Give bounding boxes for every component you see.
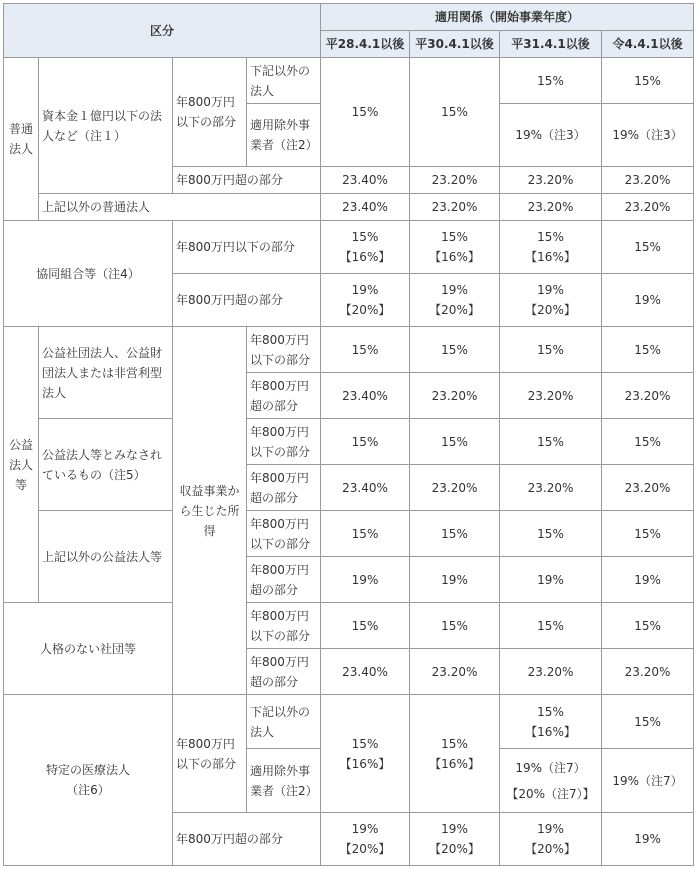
label-excluded: 適用除外事業者（注2） [247,749,321,813]
rate-cell: 15% [602,221,694,274]
rate-bracket: 【16%】 [339,756,391,771]
rate-bracket: 【20%】 [525,303,576,317]
header-period-h30: 平30.4.1以後 [410,31,500,58]
rate-cell: 15% [500,511,602,557]
rate-cell: 15% [500,603,602,649]
rate-cell: 19%（注7） [602,749,694,813]
group-other-futsu: 上記以外の普通法人 [39,194,321,221]
rate-cell: 19%（注3） [602,104,694,167]
label-under800-split: 年800万円 以下の部分 [247,511,321,557]
rate-cell-dual [410,274,500,327]
rate-cell-dual [321,813,410,866]
rate-bracket: 【20%】 [339,303,391,317]
rate-bracket: 【20%】 [429,842,480,856]
rate-cell: 15% [500,419,602,465]
rate-cell: 23.20% [602,167,694,194]
rate-cell: 23.40% [321,373,410,419]
rate-cell: 19% [602,274,694,327]
rate-cell-dual [410,221,500,274]
rate-cell: 19% [500,557,602,603]
rate-cell-dual [321,695,410,813]
label-over800: 年800万円超の部分 [173,167,321,194]
group-minasu: 公益法人等とみなされているもの（注5） [39,419,173,511]
rate-cell: 15% [410,419,500,465]
header-tekiyo: 適用関係（開始事業年度） [321,4,694,31]
rate-cell: 19%（注3） [500,104,602,167]
rate-cell-dual [410,695,500,813]
rate-cell-dual [321,274,410,327]
rate-cell: 23.20% [602,465,694,511]
rate-cell: 15% [602,511,694,557]
rate-cell: 23.20% [410,194,500,221]
rate-cell: 23.20% [602,373,694,419]
rate-value: 19% [351,822,379,836]
label-over800-split: 年800万円 超の部分 [247,649,321,695]
rate-cell: 23.20% [500,373,602,419]
rate-cell-dual [410,813,500,866]
rate-cell: 23.40% [321,167,410,194]
rate-cell: 23.40% [321,649,410,695]
rate-cell: 15% [410,327,500,373]
group-capital: 資本金１億円以下の法人など（注１） [39,58,173,194]
rate-cell: 23.20% [410,649,500,695]
rate-value: 19%（注7） [515,760,586,775]
label-under800-split: 年800万円 以下の部分 [247,419,321,465]
label-under800: 年800万円以下の部分 [173,695,247,813]
rate-value: 19% [441,283,468,297]
rate-cell-dual [500,749,602,813]
rate-cell: 15% [500,58,602,104]
rate-value: 15% [351,230,379,244]
group-other-koeki: 上記以外の公益法人等 [39,511,173,603]
rate-bracket: 【16%】 [339,250,391,264]
label-under800: 年800万円以下の部分 [173,221,321,274]
rate-cell: 15% [410,511,500,557]
group-koeki: 公益法人等 [4,327,39,603]
rate-cell: 23.20% [410,465,500,511]
rate-value: 19% [441,822,468,836]
group-kyodo: 協同組合等（注4） [4,221,173,327]
rate-bracket: 【16%】 [525,250,576,264]
rate-cell: 15% [410,603,500,649]
rate-cell: 23.20% [500,167,602,194]
rate-value: 19% [537,283,564,297]
rate-cell: 15% [602,327,694,373]
rate-cell: 23.20% [500,649,602,695]
rate-cell: 15% [321,327,410,373]
rate-value: 19% [351,283,379,297]
rate-bracket: 【16%】 [525,724,576,739]
rate-cell-dual [321,221,410,274]
rate-cell: 19% [602,557,694,603]
rate-bracket: 【16%】 [429,756,480,771]
rate-cell: 15% [602,695,694,749]
rate-cell-dual [500,274,602,327]
rate-cell: 23.20% [410,373,500,419]
rate-bracket: 【20%】 [429,303,480,317]
tax-rate-table [3,3,694,866]
rate-bracket: 【20%】 [525,842,576,856]
label-under800: 年800万円以下の部分 [173,58,247,167]
header-kubun: 区分 [4,4,321,58]
label-under800-split: 年800万円 以下の部分 [247,603,321,649]
rate-cell: 15% [602,419,694,465]
rate-cell: 15% [410,58,500,167]
rate-value: 15% [441,736,468,751]
rate-bracket: 【20%（注7）】 [506,786,595,801]
rate-cell: 15% [602,58,694,104]
rate-cell-dual [500,695,602,749]
rate-value: 19% [537,822,564,836]
group-shueki: 収益事業から生じた所得 [173,327,247,695]
group-futsu: 普通法人 [4,58,39,221]
header-period-r4: 令4.4.1以後 [602,31,694,58]
rate-cell: 15% [321,603,410,649]
rate-cell-dual [500,813,602,866]
label-non-excluded: 下記以外の法人 [247,695,321,749]
rate-cell: 23.20% [500,194,602,221]
label-over800: 年800万円超の部分 [173,274,321,327]
label-over800-split: 年800万円 超の部分 [247,465,321,511]
rate-cell: 19% [602,813,694,866]
rate-cell: 19% [321,557,410,603]
rate-cell: 23.20% [602,649,694,695]
header-period-h28: 平28.4.1以後 [321,31,410,58]
label-non-excluded: 下記以外の法人 [247,58,321,104]
label-over800-split: 年800万円 超の部分 [247,373,321,419]
label-excluded: 適用除外事業者（注2） [247,104,321,167]
rate-value: 15% [441,230,468,244]
group-koeki-shadan: 公益社団法人、公益財団法人または非営利型法人 [39,327,173,419]
rate-cell: 23.40% [321,465,410,511]
rate-cell: 15% [602,603,694,649]
label-under800-split: 年800万円 以下の部分 [247,327,321,373]
rate-cell: 23.20% [602,194,694,221]
rate-value: 15% [537,704,564,719]
rate-cell: 15% [321,58,410,167]
label-over800: 年800万円超の部分 [173,813,321,866]
rate-cell-dual [500,221,602,274]
rate-value: 15% [537,230,564,244]
label-over800-split: 年800万円 超の部分 [247,557,321,603]
rate-value: 15% [351,736,379,751]
rate-cell: 19% [410,557,500,603]
rate-cell: 15% [500,327,602,373]
rate-cell: 23.20% [500,465,602,511]
group-iryo: 特定の医療法人 （注6） [4,695,173,866]
rate-bracket: 【20%】 [339,842,391,856]
rate-cell: 23.20% [410,167,500,194]
header-period-h31: 平31.4.1以後 [500,31,602,58]
rate-cell: 23.40% [321,194,410,221]
rate-cell: 15% [321,419,410,465]
rate-cell: 15% [321,511,410,557]
group-jinkaku: 人格のない社団等 [4,603,173,695]
rate-bracket: 【16%】 [429,250,480,264]
